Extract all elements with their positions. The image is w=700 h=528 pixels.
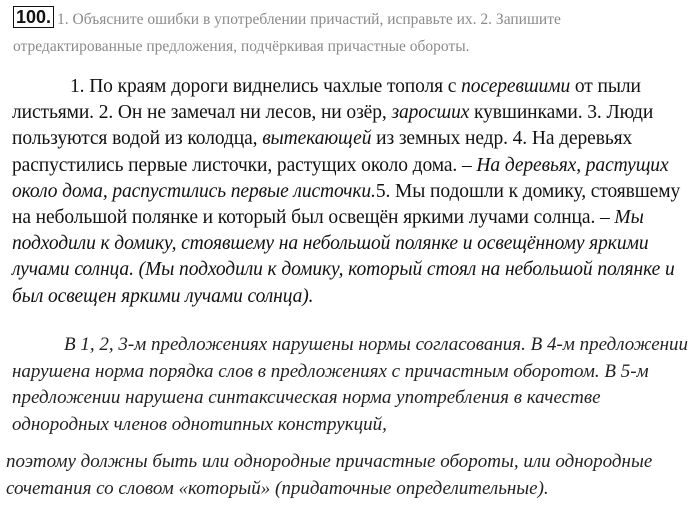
answer-segment: 1. По краям дороги виднелись чахлые тополя с: [70, 76, 462, 97]
answer-segment: кувшинками. 3. Люди пользуются водой из колодца,: [12, 102, 654, 150]
explanation-paragraph-2: поэтому должны быть или однородные причастные обороты, или однородные сочетания со словом «который» (придаточные определительные).: [6, 451, 653, 499]
answer-paragraph: [12, 74, 697, 310]
exercise-instruction: 1. Объясните ошибки в употреблении причастий, исправьте их. 2. Запишите отредактированные предложения, подчёркивая причастные обороты.: [13, 11, 561, 55]
explanation-block: [12, 332, 697, 438]
answer-segment-italic: Мы подходили к домику, стоявшему на небольшой полянке и освещённому яркими лучами солнца. (Мы подходили к домику, который стоял на небольшой полянке и был освещен яркими лучами солнца).: [12, 207, 675, 307]
answer-segment: из земных недр. 4. На деревьях распустились первые листочки, растущих около дома. –: [12, 128, 633, 176]
answer-segment: от пыли листьями. 2. Он не замечал ни лесов, ни озёр,: [12, 76, 641, 124]
explanation-block-2: [6, 449, 696, 502]
exercise-header: [13, 6, 693, 60]
answer-segment-italic: На деревьях, растущих около дома, распустились первые листочки.: [12, 154, 669, 202]
answer-text: [12, 74, 697, 310]
exercise-number-badge: 100.: [13, 6, 54, 28]
answer-segment-italic: вытекающей: [262, 128, 372, 150]
answer-segment: 5. Мы подошли к домику, стоявшему на небольшой полянке и который был освещён яркими лучами солнца. –: [12, 180, 681, 229]
explanation-paragraph-1: В 1, 2, 3-м предложениях нарушены нормы согласования. В 4-м предложении нарушена норма порядка слов в предложениях с причастным оборотом. В 5-м предложении нарушена синтаксическая норма употребления в качестве однородных членов однотипных конструкций,: [12, 334, 689, 435]
answer-segment-italic: заросших: [391, 102, 470, 124]
answer-segment-italic: посеревшими: [461, 76, 571, 97]
